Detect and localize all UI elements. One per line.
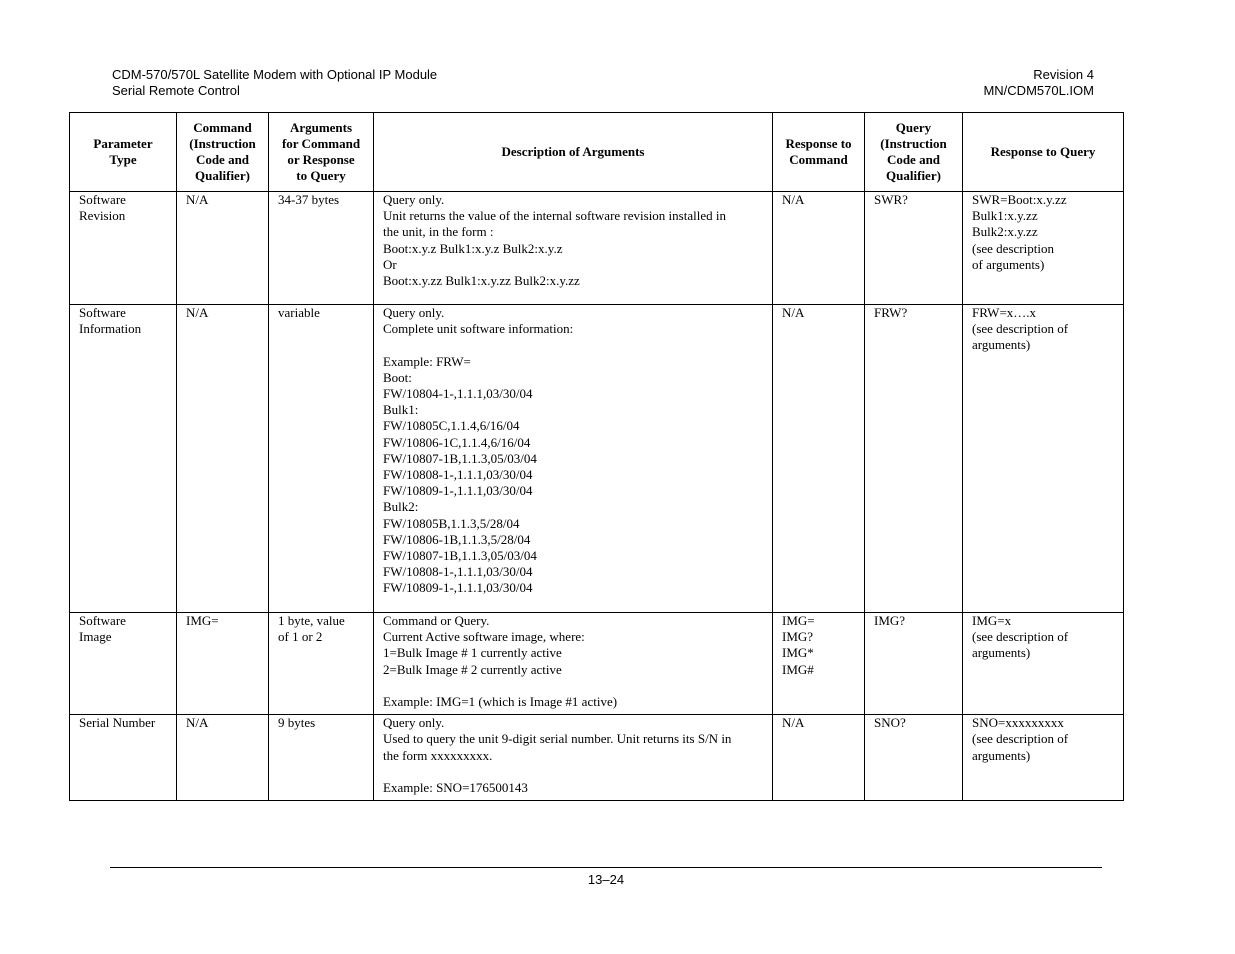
cell-text-line: N/A (782, 305, 805, 320)
cell-text-line: of arguments) (972, 256, 1045, 272)
header-text-line: Arguments (289, 119, 353, 135)
cell-text-line (383, 678, 766, 694)
header-text-line: Command (193, 119, 252, 135)
cell-text-line: FW/10808-1-,1.1.1,03/30/04 (383, 564, 533, 580)
table-row (70, 305, 1124, 613)
cell-text-line: FW/10806-1C,1.1.4,6/16/04 (383, 434, 531, 450)
cell-text-line: arguments) (972, 645, 1031, 661)
cell-text-line: Bulk1:x.y.zz (972, 208, 1038, 224)
query-cell (865, 613, 963, 715)
cell-text-line: (see description of (972, 629, 1069, 645)
response-to-command-cell (773, 715, 865, 801)
parameter-type-cell (70, 192, 177, 305)
cell-text-line: Query only. (383, 192, 445, 207)
document-header-left (112, 67, 437, 99)
cell-text-line: 1=Bulk Image # 1 currently active (383, 645, 562, 661)
cell-text-line: 9 bytes (278, 715, 316, 731)
cell-text-line: Unit returns the value of the internal software revision installed in (383, 208, 726, 224)
cell-text-line: FW/10804-1-,1.1.1,03/30/04 (383, 386, 533, 401)
cell-text-line: variable (278, 305, 320, 320)
cell-text-line: FRW=x….x (972, 305, 1037, 320)
cell-text-line: the form xxxxxxxxx. (383, 747, 493, 763)
header-text-line: (Instruction (189, 135, 256, 151)
cell-text-line: 34-37 bytes (278, 192, 340, 207)
query-cell (865, 715, 963, 801)
cell-text-line: Software (79, 305, 126, 320)
description-cell (374, 715, 773, 801)
table-row (70, 613, 1124, 715)
cell-text-line: Boot: (383, 369, 412, 385)
revision-label: Revision 4 (1033, 67, 1094, 82)
cell-text-line: SWR? (874, 192, 908, 207)
header-text-line: Qualifier) (886, 168, 941, 184)
header-text-line: to Query (296, 168, 346, 184)
cell-text-line: IMG# (782, 661, 814, 677)
cell-text-line: IMG? (874, 613, 906, 628)
response-to-command-cell (773, 192, 865, 305)
cell-text-line: Serial Number (79, 715, 156, 731)
cell-text-line: FW/10809-1-,1.1.1,03/30/04 (383, 580, 533, 596)
cell-text-line: 2=Bulk Image # 2 currently active (383, 661, 562, 677)
document-title: CDM-570/570L Satellite Modem with Optional IP Module (112, 67, 438, 82)
cell-text-line: Command or Query. (383, 613, 490, 628)
cell-text-line: IMG* (782, 645, 814, 661)
column-header-parameter-type (70, 113, 177, 192)
cell-text-line: Revision (79, 208, 126, 224)
cell-text-line: IMG=x (972, 613, 1012, 628)
cell-text-line: FW/10807-1B,1.1.3,05/03/04 (383, 450, 537, 466)
column-header-arguments (269, 113, 374, 192)
cell-text-line: Software (79, 613, 126, 628)
response-to-command-cell (773, 613, 865, 715)
header-text-line: Code and (195, 152, 250, 167)
cell-text-line: FRW? (874, 305, 908, 320)
cell-text-line: arguments) (972, 337, 1031, 353)
page-number: 13–24 (587, 872, 625, 887)
cell-text-line: IMG? (782, 629, 814, 645)
footer-divider (110, 867, 1102, 868)
cell-text-line: (see description of (972, 321, 1069, 337)
document-number: MN/CDM570L.IOM (983, 83, 1094, 98)
cell-text-line: (see description of (972, 731, 1069, 747)
cell-text-line: N/A (186, 192, 209, 207)
header-text-line: Response to Query (990, 143, 1096, 159)
cell-text-line: N/A (186, 715, 209, 731)
header-text-line: (Instruction (880, 135, 947, 151)
cell-text-line: FW/10808-1-,1.1.1,03/30/04 (383, 467, 533, 483)
arguments-cell (269, 715, 374, 801)
cell-text-line: FW/10809-1-,1.1.1,03/30/04 (383, 483, 533, 499)
header-text-line: Type (109, 152, 137, 167)
cell-text-line: Example: IMG=1 (which is Image #1 active) (383, 694, 618, 709)
cell-text-line: Boot:x.y.z Bulk1:x.y.z Bulk2:x.y.z (383, 240, 563, 256)
cell-text-line: Example: SNO=176500143 (383, 780, 528, 795)
query-cell (865, 305, 963, 613)
cell-text-line: FW/10805C,1.1.4,6/16/04 (383, 418, 520, 434)
cell-text-line: SNO=xxxxxxxxx (972, 715, 1064, 731)
cell-text-line: Current Active software image, where: (383, 629, 585, 645)
cell-text-line: SNO? (874, 715, 906, 731)
cell-text-line: Example: FRW= (383, 353, 471, 369)
cell-text-line: SWR=Boot:x.y.zz (972, 192, 1067, 207)
command-cell (177, 192, 269, 305)
table-header-row (70, 113, 1124, 192)
parameter-type-cell (70, 715, 177, 801)
cell-text-line: Boot:x.y.zz Bulk1:x.y.zz Bulk2:x.y.zz (383, 273, 580, 289)
command-cell (177, 715, 269, 801)
cell-text-line: Query only. (383, 715, 445, 731)
header-text-line: for Command (281, 135, 361, 151)
description-cell (374, 613, 773, 715)
cell-text-line: FW/10807-1B,1.1.3,05/03/04 (383, 548, 537, 564)
header-text-line: Qualifier) (195, 168, 250, 184)
cell-text-line: of 1 or 2 (278, 629, 323, 645)
cell-text-line: Or (383, 256, 397, 272)
arguments-cell (269, 613, 374, 715)
cell-text-line (383, 764, 766, 780)
header-text-line: Response to (785, 135, 852, 151)
query-cell (865, 192, 963, 305)
cell-text-line: IMG= (186, 613, 219, 628)
parameter-type-cell (70, 613, 177, 715)
cell-text-line: Complete unit software information: (383, 321, 574, 337)
command-table (69, 112, 1124, 801)
cell-text-line (383, 337, 766, 353)
header-text-line: Query (895, 119, 932, 135)
arguments-cell (269, 192, 374, 305)
cell-text-line: Image (79, 629, 112, 645)
cell-text-line: Used to query the unit 9-digit serial number. Unit returns its S/N in (383, 731, 732, 747)
section-title: Serial Remote Control (112, 83, 240, 98)
cell-text-line: Query only. (383, 305, 445, 320)
cell-text-line: arguments) (972, 747, 1031, 763)
cell-text-line: FW/10806-1B,1.1.3,5/28/04 (383, 531, 531, 547)
column-header-response-to-query (963, 113, 1124, 192)
column-header-description (374, 113, 773, 192)
document-header-right (983, 67, 1094, 99)
header-text-line: Description of Arguments (501, 143, 645, 159)
header-text-line: Command (789, 152, 848, 167)
cell-text-line: N/A (186, 305, 209, 320)
response-to-query-cell (963, 715, 1124, 801)
response-to-query-cell (963, 613, 1124, 715)
parameter-type-cell (70, 305, 177, 613)
cell-text-line: the unit, in the form : (383, 224, 494, 240)
cell-text-line: Software (79, 192, 126, 207)
command-cell (177, 613, 269, 715)
table-row (70, 715, 1124, 801)
cell-text-line: FW/10805B,1.1.3,5/28/04 (383, 515, 520, 531)
table-row (70, 192, 1124, 305)
cell-text-line: Bulk2: (383, 499, 419, 515)
column-header-query (865, 113, 963, 192)
cell-text-line: (see description (972, 240, 1054, 256)
column-header-command (177, 113, 269, 192)
description-cell (374, 305, 773, 613)
cell-text-line: N/A (782, 715, 805, 731)
command-cell (177, 305, 269, 613)
cell-text-line: Bulk1: (383, 402, 419, 418)
response-to-command-cell (773, 305, 865, 613)
cell-text-line: Bulk2:x.y.zz (972, 224, 1038, 240)
cell-text-line: IMG= (782, 613, 815, 628)
table-body (70, 192, 1124, 801)
description-cell (374, 192, 773, 305)
response-to-query-cell (963, 192, 1124, 305)
cell-text-line: N/A (782, 192, 805, 207)
arguments-cell (269, 305, 374, 613)
column-header-response-to-command (773, 113, 865, 192)
header-text-line: Parameter (93, 135, 153, 151)
header-text-line: Code and (886, 152, 941, 167)
cell-text-line: Information (79, 321, 142, 337)
cell-text-line: 1 byte, value (278, 613, 345, 628)
header-text-line: or Response (287, 152, 355, 167)
response-to-query-cell (963, 305, 1124, 613)
